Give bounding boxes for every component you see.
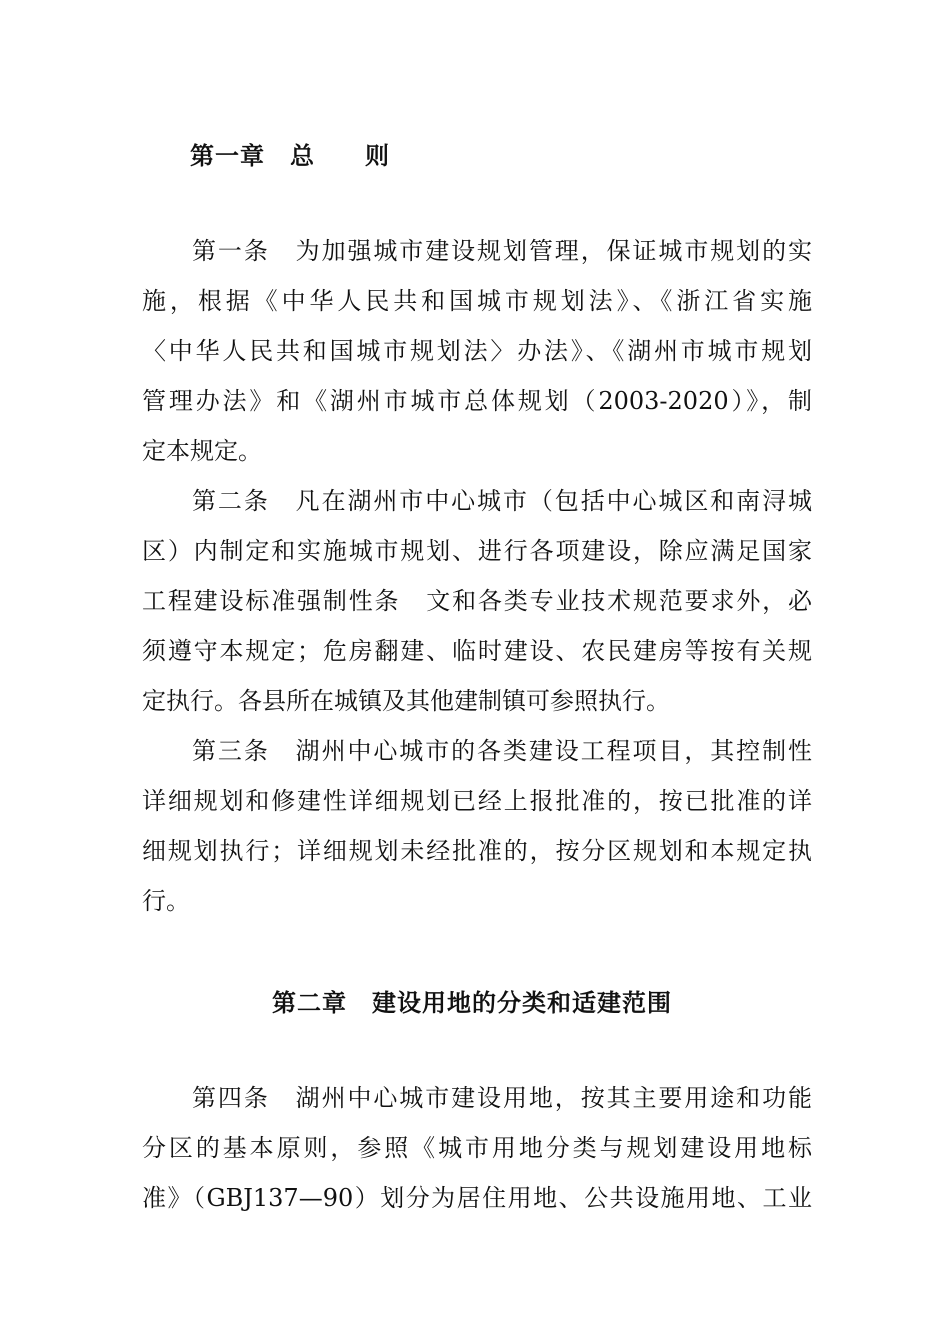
chapter-1-title: 第一章 总 则 [190, 142, 390, 170]
article-2-line-4: 须遵守本规定；危房翻建、临时建设、农民建房等按有关规 [142, 637, 812, 665]
article-2-line-2: 区）内制定和实施城市规划、进行各项建设，除应满足国家 [142, 537, 812, 565]
article-1-line-4: 管理办法》和《湖州市城市总体规划（2003-2020）》，制 [142, 387, 812, 415]
article-1-line-3: 〈中华人民共和国城市规划法〉办法》、《湖州市城市规划 [142, 337, 812, 365]
article-4-line-2: 分区的基本原则，参照《城市用地分类与规划建设用地标 [142, 1134, 812, 1162]
article-2-line-1: 第二条 凡在湖州市中心城市（包括中心城区和南浔城 [192, 487, 812, 515]
article-2-line-5: 定执行。各县所在城镇及其他建制镇可参照执行。 [142, 687, 670, 715]
article-2-line-3: 工程建设标准强制性条 文和各类专业技术规范要求外，必 [142, 587, 812, 615]
article-4-line-3: 准》（GBJ137—90）划分为居住用地、公共设施用地、工业 [142, 1184, 812, 1212]
article-3-line-2: 详细规划和修建性详细规划已经上报批准的，按已批准的详 [142, 787, 812, 815]
article-3-line-3: 细规划执行；详细规划未经批准的，按分区规划和本规定执 [142, 837, 812, 865]
article-4-line-1: 第四条 湖州中心城市建设用地，按其主要用途和功能 [192, 1084, 812, 1112]
article-1-line-2: 施，根据《中华人民共和国城市规划法》、《浙江省实施 [142, 287, 812, 315]
article-3-line-4: 行。 [142, 887, 190, 915]
article-1-line-5: 定本规定。 [142, 437, 262, 465]
chapter-2-title: 第二章 建设用地的分类和适建范围 [272, 989, 672, 1017]
article-3-line-1: 第三条 湖州中心城市的各类建设工程项目，其控制性 [192, 737, 812, 765]
article-1-line-1: 第一条 为加强城市建设规划管理，保证城市规划的实 [192, 237, 812, 265]
